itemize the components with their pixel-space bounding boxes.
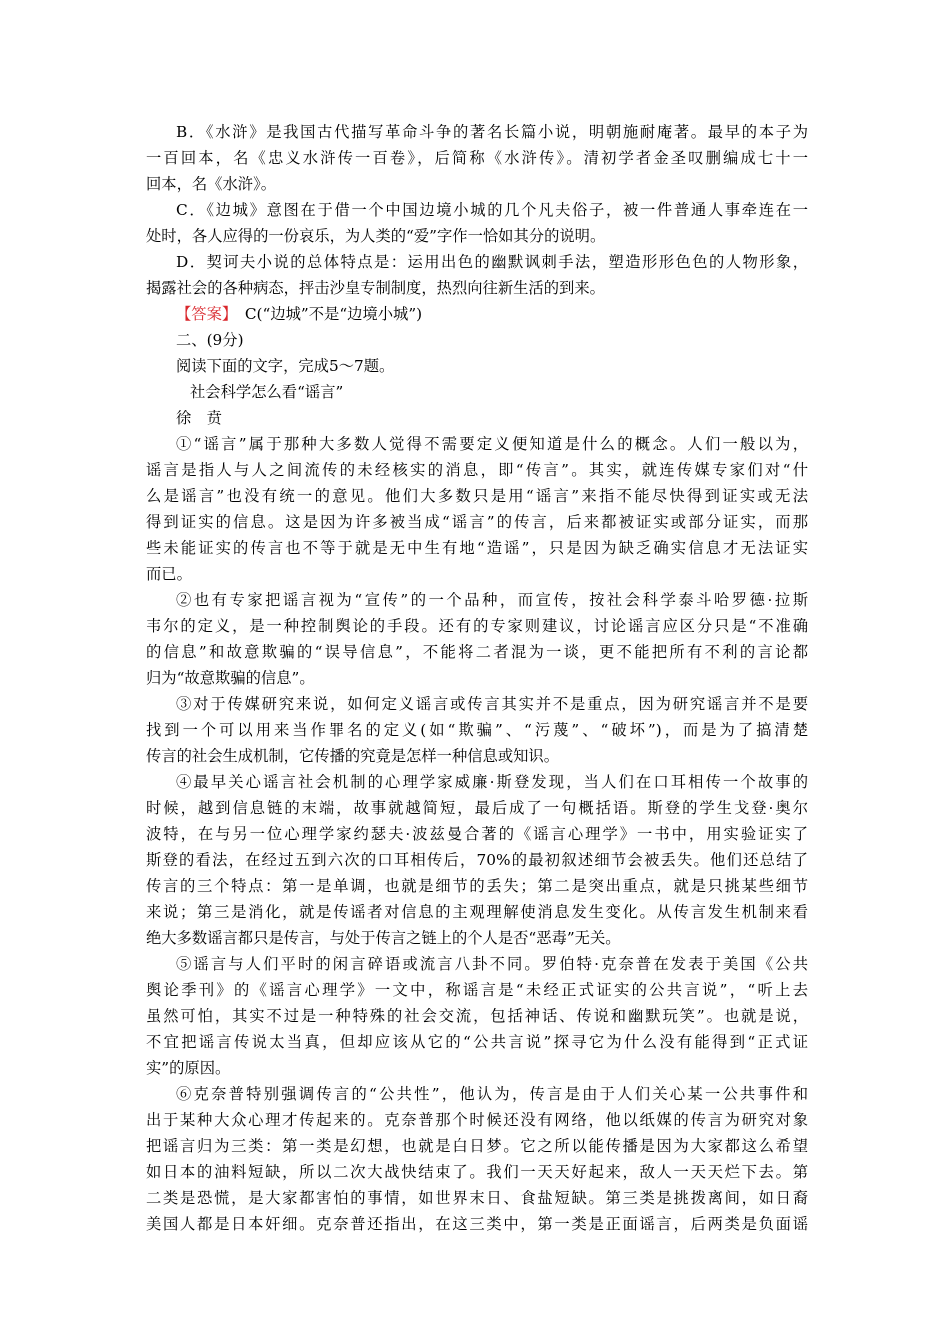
option-c [146,197,808,249]
text-line: ③对于传媒研究来说，如何定义谣言或传言其实并不是重点，因为研究谣言并不是要 [176,695,808,713]
text-line: 归为“故意欺骗的信息”。 [146,669,315,687]
text-line: 的信息”和故意欺骗的“误导信息”，不能将二者混为一谈，更不能把所有不利的言论都 [146,643,808,661]
text-line: 传言的三个特点：第一是单调，也就是细节的丢失；第二是突出重点，就是只挑某些细节 [146,877,808,895]
text-line: 如日本的油料短缺，所以二次大战快结束了。我们一天天好起来，敌人一天天烂下去。第 [146,1163,808,1181]
paragraph-4 [146,769,808,951]
text-line: 回本，名《水浒》。 [146,175,277,193]
text-line: 来说；第三是消化，就是传谣者对信息的主观理解使消息发生变化。从传言发生机制来看 [146,903,808,921]
text-line: ②也有专家把谣言视为“宣传”的一个品种，而宣传，按社会科学泰斗哈罗德·拉斯 [176,591,808,609]
text-line: 揭露社会的各种病态，抨击沙皇专制制度，热烈向往新生活的到来。 [146,279,605,297]
text-line: 实”的原因。 [146,1059,231,1077]
text-line: D．契诃夫小说的总体特点是：运用出色的幽默讽刺手法，塑造形形色色的人物形象， [176,253,808,271]
text-line: 处时，各人应得的一份哀乐，为人类的“爱”字作一恰如其分的说明。 [146,227,606,245]
text-line: 二类是恐慌，是大家都害怕的事情，如世界末日、食盐短缺。第三类是挑拨离间，如日裔 [146,1189,808,1207]
document-page [146,119,808,1237]
text-line: 虽然可怕，其实不过是一种特殊的社会交流，包括神话、传说和幽默玩笑”。也就是说， [146,1007,808,1025]
text-line: 不宜把谣言传说太当真，但却应该从它的“公共言说”探寻它为什么没有能得到“正式证 [146,1033,808,1051]
text-line: 绝大多数谣言都只是传言，与处于传言之链上的个人是否“恶毒”无关。 [146,929,621,947]
text-line: 时候，越到信息链的末端，故事就越简短，最后成了一句概括语。斯登的学生戈登·奥尔 [146,799,808,817]
text-line: 斯登的看法，在经过五到六次的口耳相传后，70%的最初叙述细节会被丢失。他们还总结了 [146,851,808,869]
text-line: 找到一个可以用来当作罪名的定义(如“欺骗”、“污蔑”、“破坏”)，而是为了搞清楚 [146,721,808,739]
section-heading: 二、(9分) [176,331,244,349]
article-author: 徐 贲 [176,409,222,427]
answer-text: C(“边城”不是“边境小城”) [229,305,423,323]
text-line: 而已。 [146,565,192,583]
text-line: 把谣言归为三类：第一类是幻想，也就是白日梦。它之所以能传播是因为大家都这么希望 [146,1137,808,1155]
answer-tag: 【答案】 [176,305,230,323]
article-title: 社会科学怎么看“谣言” [190,383,344,401]
text-line: 一百回本，名《忠义水浒传一百卷》，后简称《水浒传》。清初学者金圣叹删编成七十一 [146,149,808,167]
text-line: C．《边城》意图在于借一个中国边境小城的几个凡夫俗子，被一件普通人事牵连在一 [176,201,808,219]
paragraph-2 [146,587,808,691]
answer-line [146,301,808,327]
text-line: ⑥克奈普特别强调传言的“公共性”，他认为，传言是由于人们关心某一公共事件和 [176,1085,808,1103]
text-line: 出于某种大众心理才传起来的。克奈普那个时候还没有网络，他以纸媒的传言为研究对象 [146,1111,808,1129]
text-line: 谣言是指人与人之间流传的未经核实的消息，即“传言”。其实，就连传媒专家们对“什 [146,461,808,479]
text-line: 美国人都是日本奸细。克奈普还指出，在这三类中，第一类是正面谣言，后两类是负面谣 [146,1215,808,1233]
text-line: 么是谣言”也没有统一的意见。他们大多数只是用“谣言”来指不能尽快得到证实或无法 [146,487,808,505]
text-line: 舆论季刊》的《谣言心理学》一文中，称谣言是“未经正式证实的公共言说”，“听上去 [146,981,808,999]
text-line: ⑤谣言与人们平时的闲言碎语或流言八卦不同。罗伯特·克奈普在发表于美国《公共 [176,955,808,973]
option-d [146,249,808,301]
text-line: ④最早关心谣言社会机制的心理学家威廉·斯登发现，当人们在口耳相传一个故事的 [176,773,808,791]
text-line: 传言的社会生成机制，它传播的究竟是怎样一种信息或知识。 [146,747,560,765]
text-line: 些未能证实的传言也不等于就是无中生有地“造谣”，只是因为缺乏确实信息才无法证实 [146,539,808,557]
text-line: 波特，在与另一位心理学家约瑟夫·波兹曼合著的《谣言心理学》一书中，用实验证实了 [146,825,808,843]
text-line: ①“谣言”属于那种大多数人觉得不需要定义便知道是什么的概念。人们一般以为， [176,435,808,453]
paragraph-1 [146,431,808,587]
paragraph-5 [146,951,808,1081]
text-line: 韦尔的定义，是一种控制舆论的手段。还有的专家则建议，讨论谣言应区分只是“不准确 [146,617,808,635]
option-b [146,119,808,197]
text-line: 得到证实的信息。这是因为许多被当成“谣言”的传言，后来都被证实或部分证实，而那 [146,513,808,531]
text-line: B．《水浒》是我国古代描写革命斗争的著名长篇小说，明朝施耐庵著。最早的本子为 [176,123,808,141]
paragraph-3 [146,691,808,769]
section-instruction: 阅读下面的文字，完成5～7题。 [176,357,395,375]
paragraph-6 [146,1081,808,1237]
